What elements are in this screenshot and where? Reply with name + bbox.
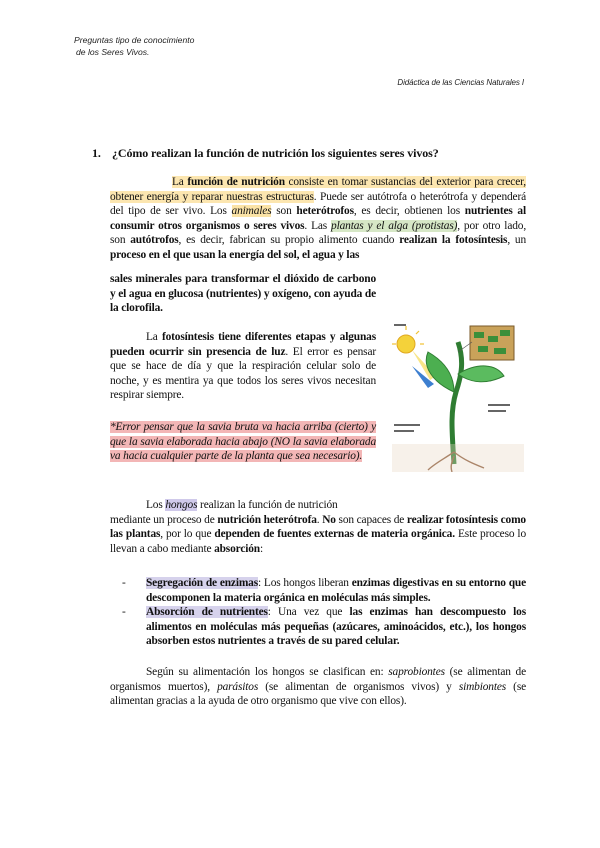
leaf-right bbox=[458, 366, 504, 382]
list-dash: - bbox=[122, 577, 126, 589]
error-note bbox=[110, 420, 376, 464]
header-line-1: Preguntas tipo de conocimiento bbox=[74, 35, 195, 45]
header-line-2: de los Seres Vivos. bbox=[76, 47, 150, 57]
p4-absorcion: absorción bbox=[214, 542, 260, 555]
p4-line-1: Los hongos realizan la función de nutrición bbox=[146, 499, 338, 511]
fungi-process-list bbox=[122, 576, 526, 649]
p1-proceso: proceso en el que usan la energía del sol, el agua y las bbox=[110, 248, 360, 261]
list-item-heading: Segregación de enzimas bbox=[146, 577, 258, 589]
p5-saprobiontes: saprobiontes bbox=[388, 666, 445, 678]
paragraph-photosynthesis: La fotosíntesis tiene diferentes etapas y algunas pueden ocurrir sin presencia de luz. El error es pensar que se hace de día y que la respiración celular solo de noche, y es mentira ya que todos los seres vivos necesitan respirar siempre. bbox=[110, 331, 376, 402]
p5-simbiontes: simbiontes bbox=[458, 680, 507, 693]
photosynthesis-plant-illustration bbox=[392, 312, 524, 472]
soil bbox=[392, 444, 524, 472]
paragraph-nutrition: La función de nutrición consiste en tomar sustancias del exterior para crecer, obtener energía y reparar nuestras estructuras. Puede ser autótrofa o heterótrofa y dependerá del tipo de ser vivo. Los animales son heterótrofos, es decir, obtienen los nutrientes al consumir otros organismos o seres vivos. Las plantas y el alga (protistas), por otro lado, son autótrofos, es decir, fabrican su propio alimento cuando realizan la fotosíntesis, un proceso en el que usan la energía del sol, el agua y las bbox=[110, 176, 527, 261]
p1-nutrientes: nutrientes al consumir otros organismos o seres vivos bbox=[110, 205, 526, 232]
question-text: ¿Cómo realizan la función de nutrición los siguientes seres vivos? bbox=[112, 146, 439, 160]
p1-heterotrofos: heterótrofos bbox=[296, 205, 354, 218]
list-item-bold: enzimas digestivas en su entorno que descomponen la materia orgánica en moléculas más simples. bbox=[146, 577, 526, 604]
p5-parasitos: parásitos bbox=[217, 680, 259, 693]
paragraph-fungi: Los hongos realizan la función de nutrición mediante un proceso de nutrición heterótrofa. No son capaces de realizar fotosíntesis como las plantas, por lo que dependen de fuentes externas de materia orgánica. Este proceso lo llevan a cabo mediante absorción: bbox=[110, 499, 526, 555]
paragraph-fungi-classification: Según su alimentación los hongos se clasifican en: saprobiontes (se alimentan de organismos muertos), parásitos (se alimentan de organismos vivos) y simbiontes (se alimentan gracias a la ayuda de otro organismo que vive con ellos). bbox=[110, 666, 527, 708]
paragraph-nutrition-cont: sales minerales para transformar el dióxido de carbono y el agua en glucosa (nutrientes) y oxígeno, con ayuda de la clorofila. bbox=[110, 273, 376, 315]
sun-icon bbox=[397, 335, 415, 353]
list-item: - Segregación de enzimas: Los hongos liberan enzimas digestivas en su entorno que descomponen la materia orgánica en moléculas más simples. bbox=[122, 577, 526, 604]
p1-autotrofos: autótrofos bbox=[130, 234, 179, 247]
p4-fuentes: dependen de fuentes externas de materia orgánica. bbox=[214, 528, 455, 541]
p1-part: . Puede ser autótrofa o heterótrofa y dependerá del tipo de ser vivo. Los bbox=[110, 190, 527, 218]
list-item: - Absorción de nutrientes: Una vez que las enzimas han descompuesto los alimentos en moléculas más pequeñas (azúcares, aminoácidos, etc.), los hongos absorben estos nutrientes a través de su pared celular. bbox=[122, 606, 527, 648]
p4-no: No bbox=[322, 513, 336, 526]
p1-animales: animales bbox=[231, 205, 272, 218]
list-item-heading: Absorción de nutrientes bbox=[146, 606, 268, 619]
p4-fotosintesis: realizar fotosíntesis como las plantas bbox=[110, 513, 526, 541]
p1-fotosintesis: realizan la fotosíntesis bbox=[399, 234, 508, 247]
error-note-text: *Error pensar que la savia bruta va hacia arriba (cierto) y que la savia elaborada hacia abajo (NO la savia elaborada va hacia cualquier parte de la planta que sea necesario). bbox=[110, 421, 376, 463]
p4-hongos: hongos bbox=[165, 499, 198, 511]
question-number: 1. bbox=[92, 146, 101, 160]
list-dash: - bbox=[122, 606, 126, 619]
p2-bold: fotosíntesis tiene diferentes etapas y algunas pueden ocurrir sin presencia de luz bbox=[110, 331, 376, 358]
p1-part: La función de nutrición consiste en tomar sustancias del exterior para crecer, obtener energía y reparar nuestras estructuras bbox=[110, 176, 526, 203]
list-item-bold: las enzimas han descompuesto los alimentos en moléculas más pequeñas (azúcares, aminoácidos, etc.), los hongos absorben estos nutrientes a través de su pared celular. bbox=[146, 606, 527, 648]
header-subject: Didáctica de las Ciencias Naturales I bbox=[397, 78, 524, 87]
p4-nutricion: nutrición heterótrofa bbox=[217, 513, 317, 526]
header-course-info bbox=[74, 34, 194, 58]
p1-plantas: plantas y el alga (protistas) bbox=[331, 219, 458, 232]
question-heading bbox=[92, 146, 522, 161]
